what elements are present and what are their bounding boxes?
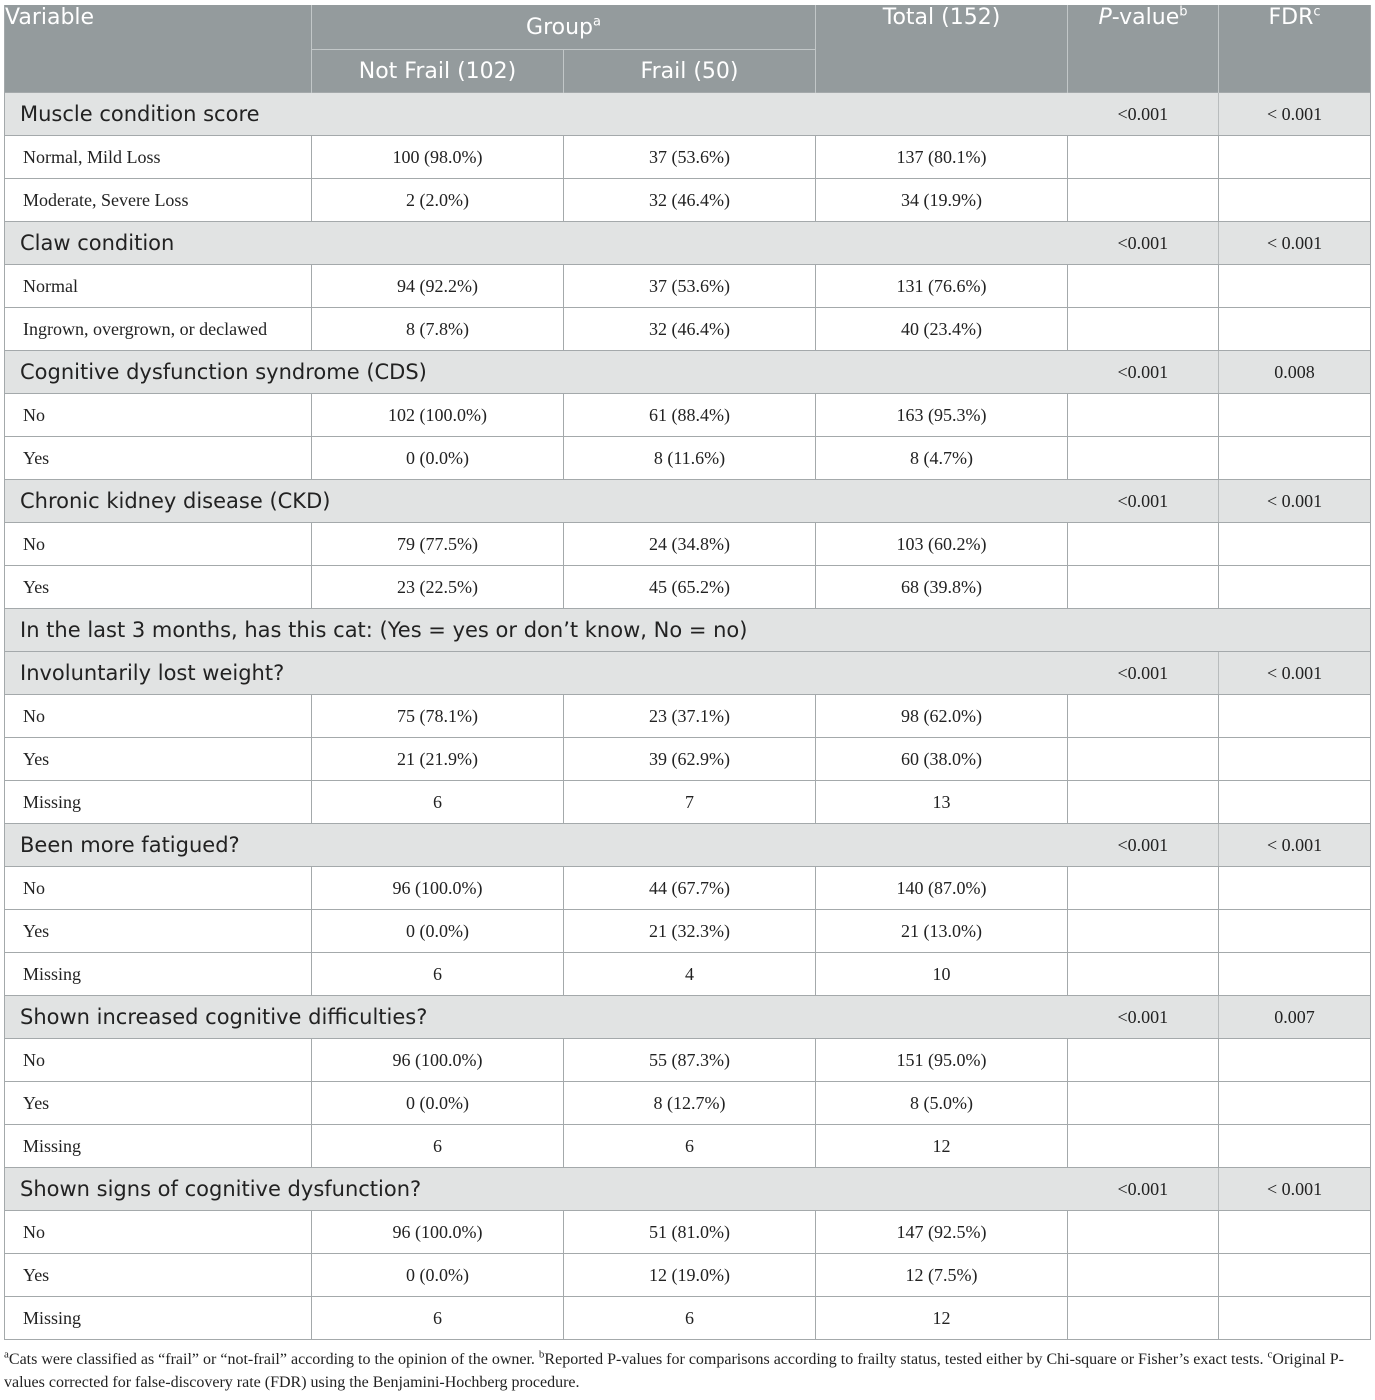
section-p-value: <0.001	[1068, 222, 1219, 265]
table-row	[5, 1125, 1371, 1168]
cell-not-frail: 0 (0.0%)	[312, 1082, 564, 1125]
section-fdr-value: < 0.001	[1219, 222, 1371, 265]
cell-total: 34 (19.9%)	[816, 179, 1068, 222]
table-row	[5, 1082, 1371, 1125]
cell-p-value	[1068, 695, 1219, 738]
row-label: Yes	[5, 566, 312, 609]
section-header-row	[5, 480, 1371, 523]
row-label: Yes	[5, 1082, 312, 1125]
section-header-row	[5, 1168, 1371, 1211]
cell-total: 140 (87.0%)	[816, 867, 1068, 910]
cell-frail: 21 (32.3%)	[564, 910, 816, 953]
cell-fdr	[1219, 1297, 1371, 1340]
cell-not-frail: 6	[312, 1125, 564, 1168]
row-label: Yes	[5, 1254, 312, 1297]
cell-not-frail: 102 (100.0%)	[312, 394, 564, 437]
header-total: Total (152)	[816, 5, 1068, 93]
row-label: Missing	[5, 1125, 312, 1168]
row-label: Yes	[5, 437, 312, 480]
cell-fdr	[1219, 953, 1371, 996]
cell-frail: 6	[564, 1297, 816, 1340]
cell-fdr	[1219, 394, 1371, 437]
table-row	[5, 781, 1371, 824]
row-label: No	[5, 394, 312, 437]
table-row	[5, 1039, 1371, 1082]
section-title: Shown signs of cognitive dysfunction?	[5, 1168, 1068, 1211]
cell-total: 137 (80.1%)	[816, 136, 1068, 179]
cell-fdr	[1219, 566, 1371, 609]
row-label: No	[5, 1039, 312, 1082]
cell-p-value	[1068, 1254, 1219, 1297]
cell-p-value	[1068, 136, 1219, 179]
section-fdr-value: 0.007	[1219, 996, 1371, 1039]
section-fdr-value: < 0.001	[1219, 480, 1371, 523]
section-header-row	[5, 609, 1371, 652]
cell-fdr	[1219, 523, 1371, 566]
section-p-value: <0.001	[1068, 351, 1219, 394]
cell-not-frail: 100 (98.0%)	[312, 136, 564, 179]
cell-total: 10	[816, 953, 1068, 996]
cell-total: 103 (60.2%)	[816, 523, 1068, 566]
cell-fdr	[1219, 867, 1371, 910]
cell-frail: 32 (46.4%)	[564, 308, 816, 351]
section-fdr-value: 0.008	[1219, 351, 1371, 394]
section-header-row	[5, 93, 1371, 136]
section-header-row	[5, 996, 1371, 1039]
cell-frail: 45 (65.2%)	[564, 566, 816, 609]
row-label: Moderate, Severe Loss	[5, 179, 312, 222]
cell-p-value	[1068, 437, 1219, 480]
frailty-table	[4, 5, 1371, 1340]
cell-not-frail: 75 (78.1%)	[312, 695, 564, 738]
section-p-value: <0.001	[1068, 652, 1219, 695]
cell-total: 13	[816, 781, 1068, 824]
section-fdr-value: < 0.001	[1219, 652, 1371, 695]
table-row	[5, 566, 1371, 609]
cell-p-value	[1068, 566, 1219, 609]
header-group: Group$^a$	[312, 5, 816, 50]
cell-not-frail: 2 (2.0%)	[312, 179, 564, 222]
cell-frail: 4	[564, 953, 816, 996]
cell-fdr	[1219, 265, 1371, 308]
cell-not-frail: 96 (100.0%)	[312, 1039, 564, 1082]
cell-total: 12	[816, 1125, 1068, 1168]
cell-p-value	[1068, 179, 1219, 222]
cell-not-frail: 6	[312, 781, 564, 824]
section-p-value: <0.001	[1068, 93, 1219, 136]
row-label: No	[5, 867, 312, 910]
cell-fdr	[1219, 738, 1371, 781]
cell-frail: 61 (88.4%)	[564, 394, 816, 437]
cell-frail: 7	[564, 781, 816, 824]
section-header-row	[5, 222, 1371, 265]
cell-fdr	[1219, 910, 1371, 953]
section-header-row	[5, 824, 1371, 867]
cell-frail: 44 (67.7%)	[564, 867, 816, 910]
cell-total: 131 (76.6%)	[816, 265, 1068, 308]
section-fdr-value: < 0.001	[1219, 93, 1371, 136]
cell-total: 147 (92.5%)	[816, 1211, 1068, 1254]
header-fdr: FDR$^c$	[1219, 5, 1371, 93]
table-footnotes: $^a$Cats were classified as “frail” or “not-frail” according to the opinion of the owner. $^b$Reported P-values for comparisons according to frailty status, tested either by Chi-square or Fisher’s exact tests. $^c$Original P-values corrected for false-discovery rate (FDR) using the Benjamini-Hochberg procedure.	[4, 1348, 1344, 1391]
cell-total: 151 (95.0%)	[816, 1039, 1068, 1082]
cell-fdr	[1219, 1039, 1371, 1082]
row-label: Yes	[5, 910, 312, 953]
cell-fdr	[1219, 437, 1371, 480]
table-row	[5, 308, 1371, 351]
table-row	[5, 523, 1371, 566]
cell-p-value	[1068, 1082, 1219, 1125]
table-row	[5, 953, 1371, 996]
cell-fdr	[1219, 1082, 1371, 1125]
cell-total: 8 (5.0%)	[816, 1082, 1068, 1125]
cell-fdr	[1219, 136, 1371, 179]
header-not-frail: Not Frail (102)	[312, 50, 564, 93]
cell-frail: 24 (34.8%)	[564, 523, 816, 566]
cell-fdr	[1219, 1254, 1371, 1297]
section-p-value: <0.001	[1068, 1168, 1219, 1211]
cell-total: 12	[816, 1297, 1068, 1340]
cell-p-value	[1068, 867, 1219, 910]
cell-not-frail: 96 (100.0%)	[312, 867, 564, 910]
table-row	[5, 1211, 1371, 1254]
cell-not-frail: 94 (92.2%)	[312, 265, 564, 308]
cell-total: 12 (7.5%)	[816, 1254, 1068, 1297]
section-title: Cognitive dysfunction syndrome (CDS)	[5, 351, 1068, 394]
table-row	[5, 394, 1371, 437]
cell-p-value	[1068, 910, 1219, 953]
cell-frail: 8 (12.7%)	[564, 1082, 816, 1125]
header-pvalue: P-value$^b$	[1068, 5, 1219, 93]
section-p-value: <0.001	[1068, 996, 1219, 1039]
row-label: Missing	[5, 953, 312, 996]
cell-fdr	[1219, 1125, 1371, 1168]
cell-fdr	[1219, 1211, 1371, 1254]
cell-frail: 37 (53.6%)	[564, 136, 816, 179]
cell-not-frail: 96 (100.0%)	[312, 1211, 564, 1254]
table-row	[5, 867, 1371, 910]
table-row	[5, 1254, 1371, 1297]
section-header-row	[5, 351, 1371, 394]
section-title: Muscle condition score	[5, 93, 1068, 136]
cell-fdr	[1219, 781, 1371, 824]
cell-not-frail: 8 (7.8%)	[312, 308, 564, 351]
cell-p-value	[1068, 1125, 1219, 1168]
cell-p-value	[1068, 523, 1219, 566]
row-label: Yes	[5, 738, 312, 781]
cell-total: 163 (95.3%)	[816, 394, 1068, 437]
cell-frail: 51 (81.0%)	[564, 1211, 816, 1254]
cell-total: 68 (39.8%)	[816, 566, 1068, 609]
row-label: Normal	[5, 265, 312, 308]
cell-p-value	[1068, 1039, 1219, 1082]
cell-total: 8 (4.7%)	[816, 437, 1068, 480]
cell-frail: 12 (19.0%)	[564, 1254, 816, 1297]
cell-frail: 37 (53.6%)	[564, 265, 816, 308]
row-label: Ingrown, overgrown, or declawed	[5, 308, 312, 351]
section-title: Been more fatigued?	[5, 824, 1068, 867]
header-frail: Frail (50)	[564, 50, 816, 93]
section-title: Involuntarily lost weight?	[5, 652, 1068, 695]
table-row	[5, 437, 1371, 480]
section-header-row	[5, 652, 1371, 695]
row-label: Missing	[5, 1297, 312, 1340]
cell-not-frail: 0 (0.0%)	[312, 437, 564, 480]
cell-fdr	[1219, 308, 1371, 351]
section-title: In the last 3 months, has this cat: (Yes = yes or don’t know, No = no)	[5, 609, 1371, 652]
row-label: No	[5, 523, 312, 566]
cell-not-frail: 6	[312, 953, 564, 996]
cell-p-value	[1068, 308, 1219, 351]
cell-not-frail: 6	[312, 1297, 564, 1340]
row-label: Normal, Mild Loss	[5, 136, 312, 179]
section-p-value: <0.001	[1068, 824, 1219, 867]
table-row	[5, 695, 1371, 738]
table-body	[5, 93, 1371, 1340]
section-title: Shown increased cognitive difficulties?	[5, 996, 1068, 1039]
table-row	[5, 179, 1371, 222]
cell-frail: 6	[564, 1125, 816, 1168]
cell-frail: 32 (46.4%)	[564, 179, 816, 222]
section-fdr-value: < 0.001	[1219, 824, 1371, 867]
cell-not-frail: 0 (0.0%)	[312, 910, 564, 953]
header-variable: Variable	[5, 5, 312, 93]
cell-p-value	[1068, 781, 1219, 824]
cell-not-frail: 0 (0.0%)	[312, 1254, 564, 1297]
section-title: Chronic kidney disease (CKD)	[5, 480, 1068, 523]
row-label: No	[5, 1211, 312, 1254]
table-row	[5, 265, 1371, 308]
cell-frail: 23 (37.1%)	[564, 695, 816, 738]
section-fdr-value: < 0.001	[1219, 1168, 1371, 1211]
cell-not-frail: 23 (22.5%)	[312, 566, 564, 609]
cell-p-value	[1068, 1211, 1219, 1254]
table-row	[5, 1297, 1371, 1340]
cell-p-value	[1068, 394, 1219, 437]
section-title: Claw condition	[5, 222, 1068, 265]
cell-frail: 8 (11.6%)	[564, 437, 816, 480]
cell-frail: 55 (87.3%)	[564, 1039, 816, 1082]
section-p-value: <0.001	[1068, 480, 1219, 523]
cell-p-value	[1068, 265, 1219, 308]
table-row	[5, 738, 1371, 781]
cell-frail: 39 (62.9%)	[564, 738, 816, 781]
cell-total: 60 (38.0%)	[816, 738, 1068, 781]
cell-total: 21 (13.0%)	[816, 910, 1068, 953]
cell-fdr	[1219, 179, 1371, 222]
table-row	[5, 136, 1371, 179]
cell-total: 40 (23.4%)	[816, 308, 1068, 351]
cell-not-frail: 21 (21.9%)	[312, 738, 564, 781]
cell-not-frail: 79 (77.5%)	[312, 523, 564, 566]
table-row	[5, 910, 1371, 953]
cell-fdr	[1219, 695, 1371, 738]
cell-total: 98 (62.0%)	[816, 695, 1068, 738]
cell-p-value	[1068, 738, 1219, 781]
cell-p-value	[1068, 1297, 1219, 1340]
row-label: No	[5, 695, 312, 738]
row-label: Missing	[5, 781, 312, 824]
cell-p-value	[1068, 953, 1219, 996]
table-header	[5, 5, 1371, 93]
